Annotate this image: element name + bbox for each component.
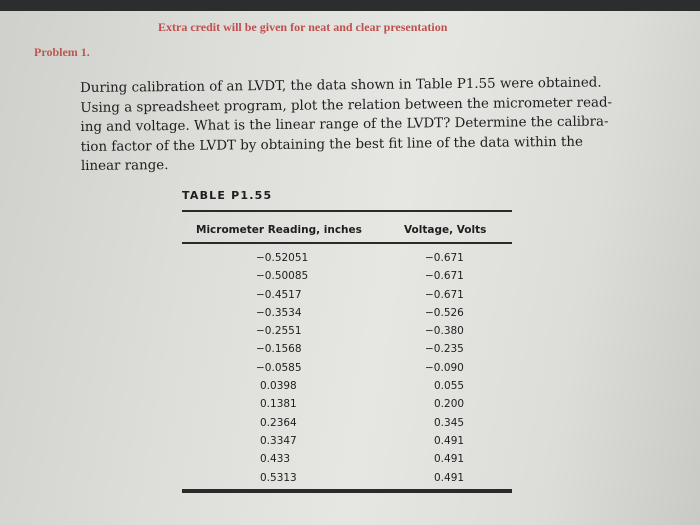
micrometer-cell: −0.2551: [256, 325, 302, 338]
voltage-cell: −0.235: [425, 343, 464, 356]
micrometer-cell: 0.3347: [260, 434, 297, 447]
table-row: [182, 307, 512, 325]
problem-line: tion factor of the LVDT by obtaining the best fit line of the data within the: [80, 134, 583, 155]
micrometer-cell: −0.3534: [256, 306, 302, 319]
table-header-rule: [182, 242, 512, 244]
voltage-cell: 0.491: [434, 471, 465, 484]
table-row: [182, 380, 512, 398]
table-row: [182, 398, 512, 416]
table-row: [182, 362, 512, 380]
table-row: [182, 325, 512, 343]
micrometer-cell: −0.52051: [256, 252, 309, 264]
voltage-cell: 0.200: [434, 398, 465, 411]
problem-statement: [80, 73, 641, 176]
table-row: [182, 270, 512, 288]
micrometer-cell: 0.5313: [260, 471, 297, 484]
voltage-cell: −0.671: [425, 288, 464, 301]
micrometer-cell: −0.0585: [256, 361, 302, 374]
voltage-cell: 0.491: [434, 434, 465, 447]
micrometer-cell: −0.4517: [256, 288, 302, 301]
voltage-cell: −0.526: [425, 306, 464, 319]
problem-line: linear range.: [80, 158, 169, 174]
problem-line: Using a spreadsheet program, plot the relation between the micrometer read-: [80, 94, 613, 116]
micrometer-cell: 0.0398: [260, 380, 297, 393]
voltage-cell: 0.345: [434, 416, 465, 429]
column-header-micrometer: Micrometer Reading, inches: [196, 224, 362, 236]
table-title: TABLE P1.55: [182, 189, 273, 202]
column-header-voltage: Voltage, Volts: [404, 224, 487, 236]
table-row: [182, 343, 512, 361]
problem-label: Problem 1.: [34, 45, 90, 59]
table-row: [182, 289, 512, 307]
table-body: [182, 252, 512, 490]
table-row: [182, 472, 512, 490]
table-row: [182, 252, 512, 270]
micrometer-cell: 0.1381: [260, 398, 297, 411]
top-edge-bar: [0, 0, 700, 11]
extra-credit-note: Extra credit will be given for neat and clear presentation: [158, 20, 448, 34]
voltage-cell: 0.491: [434, 453, 465, 466]
problem-line: ing and voltage. What is the linear range of the LVDT? Determine the calibra-: [80, 114, 609, 135]
table-row: [182, 453, 512, 471]
voltage-cell: −0.671: [425, 270, 464, 283]
table-top-rule: [182, 210, 512, 212]
table-bottom-rule: [182, 489, 512, 493]
table-row: [182, 435, 512, 453]
micrometer-cell: 0.2364: [260, 416, 297, 429]
table-row: [182, 417, 512, 435]
micrometer-cell: 0.433: [260, 453, 291, 466]
micrometer-cell: −0.1568: [256, 343, 302, 356]
voltage-cell: −0.090: [425, 361, 464, 374]
voltage-cell: −0.380: [425, 325, 464, 338]
micrometer-cell: −0.50085: [256, 270, 309, 283]
voltage-cell: −0.671: [425, 252, 464, 264]
voltage-cell: 0.055: [434, 380, 465, 393]
problem-line: During calibration of an LVDT, the data shown in Table P1.55 were obtained.: [80, 75, 602, 96]
